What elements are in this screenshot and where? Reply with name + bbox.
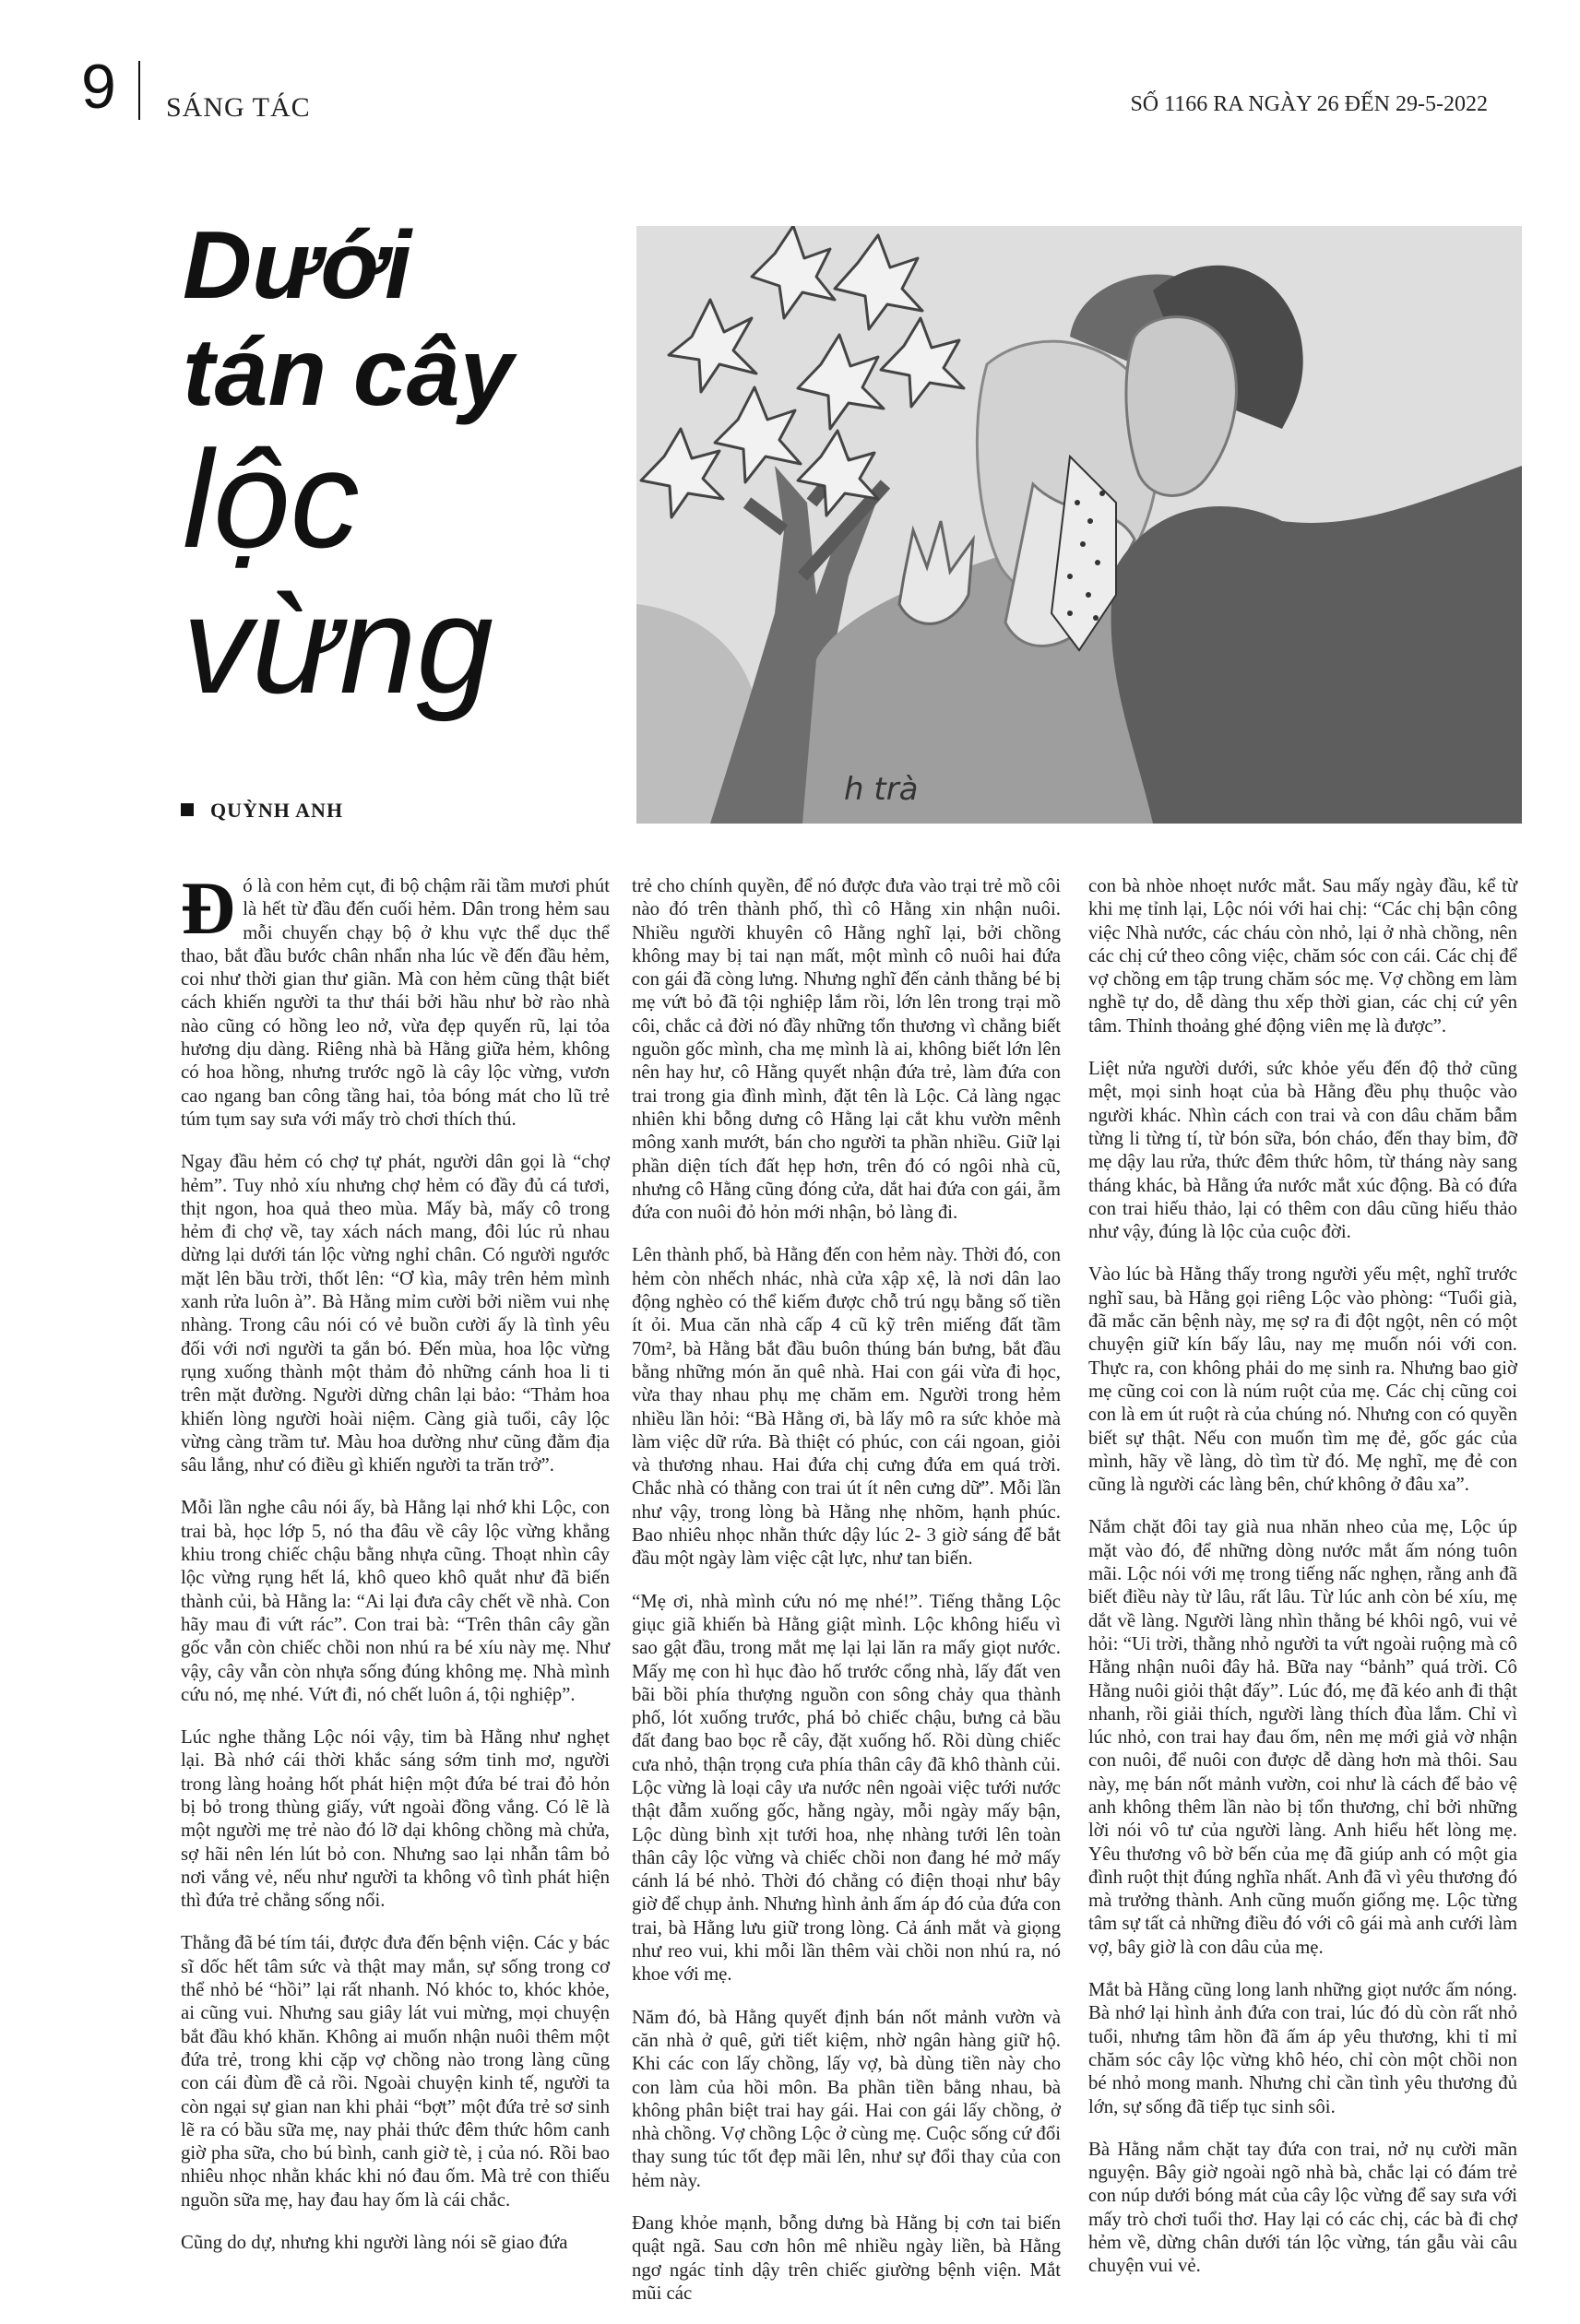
paragraph: trẻ cho chính quyền, để nó được đưa vào trại trẻ mồ côi nào đó trên thành phố, thì cô Hằng xin nhận nuôi. Nhiều người khuyên cô Hằng nghĩ lại, bởi chồng không may bị tai nạn mất, một mình cô nuôi hai đứa con gái đã còng lưng. Nhưng nghĩ đến cảnh thằng bé bị mẹ vứt bỏ đã tội nghiệp lắm rồi, lớn lên trong trại mồ côi, chắc cả đời nó đầy những tổn thương vì chẳng biết nguồn gốc mình, cha mẹ mình là ai, không biết lớn lên nên hay hư, cô Hằng quyết nhận đứa trẻ, làm đứa con trai trong gia đình mình, đặt tên là Lộc. Cả làng ngạc nhiên khi bỗng dưng cô Hằng lại cắt khu vườn mênh mông xanh mướt, bán cho người ta phần nhiều. Giữ lại phần diện tích đất hẹp hơn, trên đó có ngôi nhà cũ, nhưng cô Hằng cũng đóng cửa, dắt hai đứa con gái, ẵm đứa con nuôi đỏ hỏn mới nhận, bỏ làng đi.: [632, 875, 1061, 1224]
title-line-2: tán cây: [183, 319, 514, 426]
paragraph: Đang khỏe mạnh, bỗng dưng bà Hằng bị cơn tai biến quật ngã. Sau cơn hôn mê nhiều ngày liền, bà Hằng ngơ ngác tỉnh dậy trên chiếc giường bệnh viện. Mắt mũi các: [632, 2212, 1061, 2304]
paragraph: Ngay đầu hẻm có chợ tự phát, người dân gọi là “chợ hẻm”. Tuy nhỏ xíu nhưng chợ hẻm có đầy đủ cá tươi, thịt ngon, hoa quả theo mùa. Mấy bà, mấy cô trong hẻm đi chợ về, tay xách nách mang, đôi lúc rủ nhau dừng lại dưới tán lộc vừng nghỉ chân. Có người ngước mặt lên bầu trời, thốt lên: “Ơ kìa, mây trên hẻm mình xanh rửa luôn à”. Bà Hằng mỉm cười bởi niềm vui nhẹ nhàng. Trong câu nói có vẻ buồn cười ấy là tình yêu đối với nơi người ta gắn bó. Đến mùa, hoa lộc vừng rụng xuống thành một thảm đỏ những cánh hoa li ti trên mặt đường. Người dừng chân lại bảo: “Thảm hoa khiến lòng người hoài niệm. Càng già tuổi, cây lộc vừng càng trầm tư. Màu hoa dường như cũng đằm địa sâu lắng, như có điều gì khiến người ta trăn trở”.: [181, 1151, 610, 1476]
paragraph: Nắm chặt đôi tay già nua nhăn nheo của mẹ, Lộc úp mặt vào đó, để những dòng nước mắt ấm nóng tuôn mãi. Lộc nói với mẹ trong tiếng nấc nghẹn, rằng anh đã biết điều này từ lâu, rất lâu. Từ lúc anh còn bé xíu, mẹ dắt về làng. Người làng nhìn thằng bé khôi ngô, vui vẻ hỏi: “Ui trời, thằng nhỏ người ta vứt ngoài ruộng mà cô Hằng nhận nuôi đây hả. Bữa nay “bảnh” quá trời. Cô Hằng nuôi giỏi thật đấy”. Lúc đó, mẹ đã kéo anh đi thật nhanh, rồi giải thích, người làng thích đùa lắm. Chỉ vì lúc nhỏ, con trai hay đau ốm, nên mẹ mới giả vờ nhận con nuôi, để nuôi con được dễ dàng hơn mà thôi. Sau này, mẹ bán nốt mảnh vườn, coi như là cách để bảo vệ anh không thêm lần nào bị tổn thương, chỉ bởi những lời nói vô tư của người làng. Anh hiểu hết lòng mẹ. Yêu thương vô bờ bến của mẹ đã giúp anh có một gia đình ruột thịt đúng nghĩa nhất. Anh đã vì yêu thương đó mà trưởng thành. Anh cũng muốn giống mẹ. Lộc từng tâm sự tất cả những điều đó với cô gái mà anh cưới làm vợ, bây giờ là con dâu của mẹ.: [1088, 1516, 1517, 1958]
title-line-1: Dưới: [183, 212, 412, 319]
header-divider: [138, 61, 140, 120]
story-illustration: [636, 226, 1522, 824]
paragraph: Lúc nghe thằng Lộc nói vậy, tim bà Hằng như nghẹt lại. Bà nhớ cái thời khắc sáng sớm tinh mơ, người trong làng hoảng hốt phát hiện một đứa bé trai đỏ hỏn bị bỏ trong thùng giấy, vứt ngoài đồng vắng. Có lẽ là một người mẹ trẻ nào đó lỡ dại không chồng mà chửa, sợ hãi nên lén lút bỏ con. Nhưng sao lại nhẫn tâm bỏ nơi vắng vẻ, nếu như người ta không vô tình phát hiện thì đứa trẻ chẳng sống nổi.: [181, 1726, 610, 1912]
paragraph: con bà nhòe nhoẹt nước mắt. Sau mấy ngày đầu, kể từ khi mẹ tỉnh lại, Lộc nói với hai chị: “Các chị bận công việc Nhà nước, các cháu còn nhỏ, lại ở nhà chồng, nên các chị cứ theo công việc, chăm sóc con cái. Các chị để vợ chồng em tập trung chăm sóc mẹ. Vợ chồng em làm nghề tự do, dễ dàng thu xếp thời gian, các chị cứ yên tâm. Thỉnh thoảng ghé động viên mẹ là được”.: [1088, 875, 1517, 1037]
paragraph: Liệt nửa người dưới, sức khỏe yếu đến độ thở cũng mệt, mọi sinh hoạt của bà Hằng đều phụ thuộc vào người khác. Nhìn cách con trai và con dâu chăm bẫm từng li từng tí, từ bón sữa, bón cháo, đến thay bỉm, đỡ mẹ dậy lau rửa, thức đêm thức hôm, từ tháng này sang tháng khác, bà Hằng ứa nước mắt xúc động. Bà có đứa con trai hiếu thảo, lại có thêm con dâu cũng hiếu thảo như vậy, đúng là lộc của cuộc đời.: [1088, 1058, 1517, 1243]
issue-info: SỐ 1166 RA NGÀY 26 ĐẾN 29-5-2022: [1130, 92, 1488, 116]
body-column-3: [1088, 874, 1517, 2297]
paragraph-text: ó là con hẻm cụt, đi bộ chậm rãi tầm mươi phút là hết từ đầu đến cuối hẻm. Dân trong hẻm sau mỗi chuyến chạy bộ ở khu vực thể dục thể thao, bắt đầu bước chân nhẩn nha lúc về đến đầu hẻm, coi như thời gian thư giãn. Mà con hẻm cũng thật biết cách khiến người ta thư thái bởi hầu như bờ rào nhà nào cũng có hồng leo nở, vừa đẹp quyến rũ, lại tỏa hương dịu dàng. Riêng nhà bà Hằng giữa hẻm, không có hoa hồng, nhưng trước ngõ là cây lộc vừng, vươn cao ngang ban công tầng hai, tỏa bóng mát cho lũ trẻ túm tụm say sưa với mấy trò chơi thích thú.: [181, 875, 610, 1130]
bullet-square-icon: [181, 803, 194, 816]
paragraph: “Mẹ ơi, nhà mình cứu nó mẹ nhé!”. Tiếng thằng Lộc giục giã khiến bà Hằng giật mình. Lộc không hiểu vì sao gật đầu, trong mắt mẹ lại lại lăn ra mấy giọt nước. Mấy mẹ con hì hục đào hố trước cổng nhà, lấy đất ven bãi bồi phía thượng nguồn con sông chảy qua thành phố, lót xuống trước, phá bỏ chiếc chậu, bưng cả bầu đất đang bao bọc rễ cây, đặt xuống hố. Rồi dùng chiếc cưa nhỏ, thận trọng cưa phía thân cây đã khô thành củi. Lộc vừng là loại cây ưa nước nên ngoài việc tưới nước thật đẫm xuống gốc, hằng ngày, mỗi ngày mấy bận, Lộc dùng bình xịt tưới hoa, nhẹ nhàng tưới lên toàn thân cây lộc vừng và chiếc chồi non đang hé mở mấy cánh lá bé nhỏ. Thời đó chẳng có điện thoại như bây giờ để chụp ảnh. Nhưng hình ảnh ấm áp đó của đứa con trai, bà Hằng lưu giữ trong lòng. Cả ánh mắt và giọng như reo vui, khi mỗi lần thêm vài chồi non nhú ra, nó khoe với mẹ.: [632, 1590, 1061, 1986]
illustration-signature: h trà: [844, 771, 919, 808]
paragraph: Mỗi lần nghe câu nói ấy, bà Hằng lại nhớ khi Lộc, con trai bà, học lớp 5, nó tha đâu về cây lộc vừng khẳng khiu trong chiếc chậu bằng nhựa cũng. Thoạt nhìn cây lộc vừng rụng hết lá, khô queo khô quắt như đã biến thành củi, bà Hằng la: “Ai lại đưa cây chết về nhà. Con hãy mau đi vứt rác”. Con trai bà: “Trên thân cây gần gốc vẫn còn chiếc chồi non nhú ra bé xíu này mẹ. Như vậy, cây vẫn còn nhựa sống đúng không mẹ. Nhà mình cứu nó, mẹ nhé. Vứt đi, nó chết luôn á, tội nghiệp”.: [181, 1497, 610, 1705]
paragraph: Mắt bà Hằng cũng long lanh những giọt nước ấm nóng. Bà nhớ lại hình ảnh đứa con trai, lúc đó dù còn rất nhỏ tuổi, nhưng tâm hồn đã ấm áp yêu thương, khi tỉ mỉ chăm sóc cây lộc vừng khô héo, chỉ còn một chồi non bé nhỏ mong manh. Nhưng chỉ cần tình yêu thương đủ lớn, sự sống đã tiếp tục sinh sôi.: [1088, 1979, 1517, 2117]
title-line-4: vừng: [183, 567, 493, 722]
paragraph: [181, 866, 610, 1131]
author-byline: [181, 799, 343, 823]
section-name: SÁNG TÁC: [166, 92, 311, 123]
title-line-3: lộc: [183, 421, 360, 576]
paragraph: Vào lúc bà Hằng thấy trong người yếu mệt, nghĩ trước nghĩ sau, bà Hằng gọi riêng Lộc vào phòng: “Tuổi già, đã mắc căn bệnh này, mẹ sợ ra đi đột ngột, nên có một chuyện giữ kín bấy lâu, nay mẹ muốn nói với con. Thực ra, con không phải do mẹ sinh ra. Nhưng bao giờ mẹ cũng coi con là núm ruột của mẹ. Các chị cũng coi con là em út ruột rà của chúng nó. Nhưng con có quyền biết sự thật. Nếu con muốn tìm mẹ đẻ, gốc gác của mình, hãy về làng, dò tìm từ đó. Mẹ nghĩ, mẹ đẻ con cũng là người các làng bên, chứ không ở đâu xa”.: [1088, 1263, 1517, 1496]
body-column-2: [632, 874, 1061, 2324]
paragraph: Bà Hằng nắm chặt tay đứa con trai, nở nụ cười mãn nguyện. Bây giờ ngoài ngõ nhà bà, chắc lại có đám trẻ con núp dưới bóng mát của cây lộc vừng để say sưa với mấy trò chơi tuổi thơ. Hay lại có các chị, các bà đi chợ hẻm về, dừng chân dưới tán lộc vừng, tán gẫu vài câu chuyện vui vẻ.: [1088, 2138, 1517, 2277]
article-title: [183, 212, 514, 722]
paragraph: Năm đó, bà Hằng quyết định bán nốt mảnh vườn và căn nhà ở quê, gửi tiết kiệm, nhờ ngân hàng giữ hộ. Khi các con lấy chồng, lấy vợ, bà dùng tiền này cho con làm của hồi môn. Ba phần tiền bằng nhau, bà không phân biệt trai hay gái. Hai con gái lấy chồng, ở nhà chồng. Vợ chồng Lộc ở cùng mẹ. Cuộc sống cứ đổi thay sung túc tốt đẹp mãi lên, như sự đổi thay của con hẻm này.: [632, 2006, 1061, 2191]
author-name: QUỲNH ANH: [210, 799, 344, 822]
paragraph: Thằng đã bé tím tái, được đưa đến bệnh viện. Các y bác sĩ dốc hết tâm sức và thật may mắn, sự sống trong cơ thể nhỏ bé “hồi” lại rất nhanh. Nó khóc to, khóc khỏe, ai cũng vui. Nhưng sau giây lát vui mừng, mọi chuyện bắt đầu khó khăn. Không ai muốn nhận nuôi thêm một đứa trẻ, trong khi cặp vợ chồng nào trong làng cũng con cái đùm đề cả rồi. Ngoài chuyện kinh tế, người ta còn ngại sự gian nan khi phải “bợt” một đứa trẻ sơ sinh lẽ ra có bầu sữa mẹ, nay phải thức đêm thức hôm canh giờ pha sữa, cho bú bình, canh giờ tè, ị của nó. Rồi bao nhiêu nhọc nhằn khác khi nó đau ốm. Mà trẻ con thiếu nguồn sữa mẹ, hay đau hay ốm là cái chắc.: [181, 1932, 610, 2211]
paragraph: Cũng do dự, nhưng khi người làng nói sẽ giao đứa: [181, 2232, 568, 2254]
body-column-1: [181, 866, 610, 2273]
paragraph: Lên thành phố, bà Hằng đến con hẻm này. Thời đó, con hẻm còn nhếch nhác, nhà cửa xập xệ, là nơi dân lao động nghèo có thể kiếm được chỗ trú ngụ bằng số tiền ít ỏi. Mua căn nhà cấp 4 cũ kỹ trên miếng đất tầm 70m², bà Hằng bắt đầu buôn thúng bán bưng, bắt đầu bằng những món ăn quê nhà. Hai con gái vừa đi học, vừa thay nhau phụ mẹ chăm em. Người trong hẻm nhiều lần hỏi: “Bà Hằng ơi, bà lấy mô ra sức khỏe mà làm việc dữ rứa. Bà thiệt có phúc, con cái ngoan, giỏi và thương nhau. Hai đứa chị cưng đứa em quá trời. Chắc nhà có thằng con trai út ít nên cưng dữ”. Mỗi lần như vậy, trong lòng bà Hằng nhẹ nhõm, hạnh phúc. Bao nhiêu nhọc nhằn thức dậy lúc 2- 3 giờ sáng để bắt đầu một ngày làm việc cật lực, như tan biến.: [632, 1244, 1061, 1570]
page-number: 9: [81, 52, 116, 122]
drop-cap: Đ: [181, 866, 236, 950]
